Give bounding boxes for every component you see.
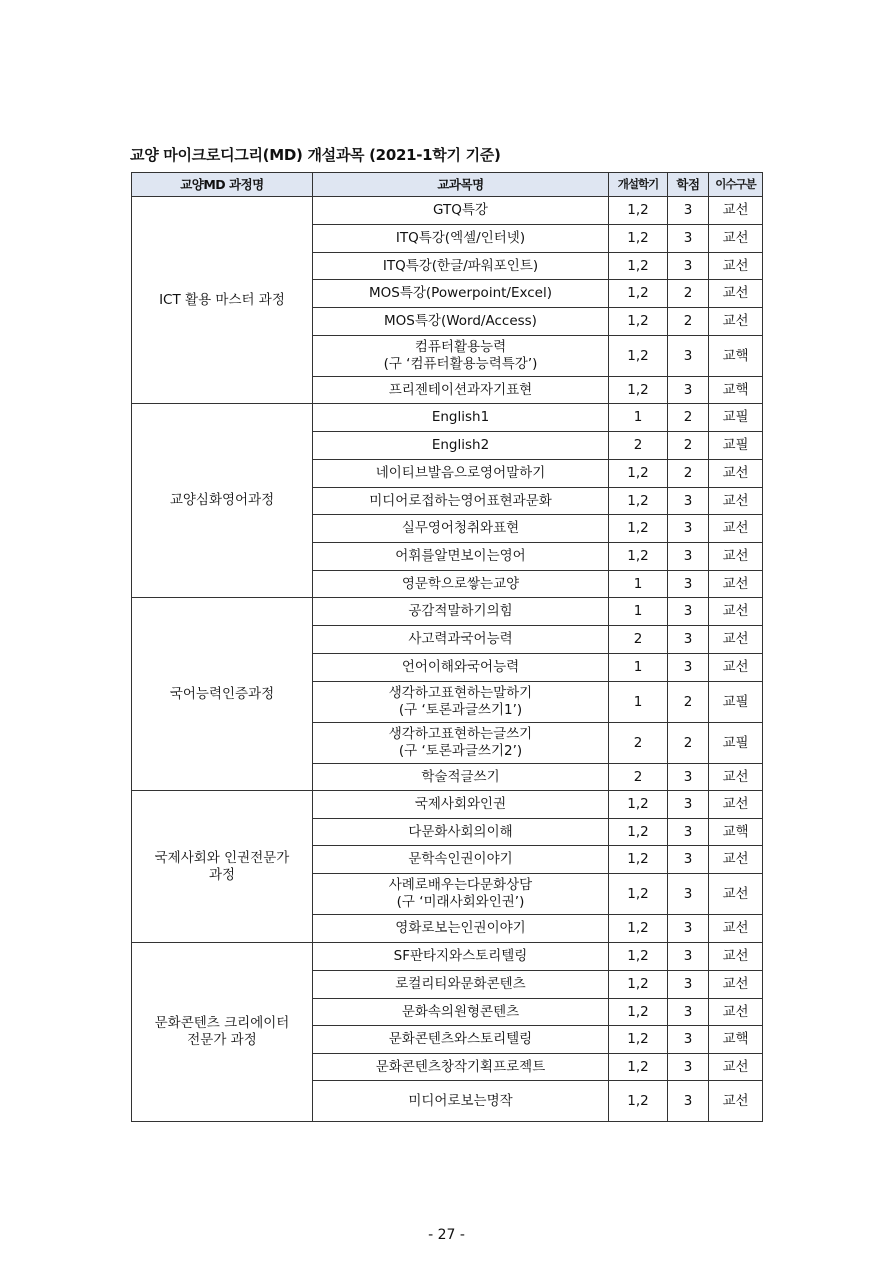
course-name-line: 문화콘텐츠창작기획프로젝트 bbox=[375, 1058, 546, 1075]
credit-cell: 2 bbox=[668, 432, 709, 460]
program-name-line: 과정 bbox=[208, 866, 236, 883]
course-name-line: MOS특강(Powerpoint/Excel) bbox=[368, 285, 552, 301]
semester-cell: 1,2 bbox=[609, 1054, 668, 1081]
program-name-line: 국어능력인증과정 bbox=[169, 685, 275, 702]
table-row bbox=[132, 943, 763, 971]
type-cell: 교선 bbox=[709, 280, 763, 308]
type-cell: 교선 bbox=[709, 915, 763, 943]
credit-cell: 3 bbox=[668, 543, 709, 571]
type-cell: 교선 bbox=[709, 791, 763, 819]
type-cell: 교핵 bbox=[709, 819, 763, 846]
course-name-line: 프리젠테이션과자기표현 bbox=[388, 381, 533, 398]
type-cell: 교선 bbox=[709, 515, 763, 543]
credit-cell: 3 bbox=[668, 253, 709, 280]
course-name-line: 생각하고표현하는글쓰기 bbox=[388, 726, 533, 742]
course-name-cell bbox=[313, 654, 609, 682]
table-body bbox=[132, 197, 763, 1122]
semester-cell: 1,2 bbox=[609, 915, 668, 943]
course-name-cell bbox=[313, 432, 609, 460]
course-name-line: 영화로보는인권이야기 bbox=[395, 920, 526, 936]
credit-cell: 3 bbox=[668, 764, 709, 791]
type-cell: 교선 bbox=[709, 543, 763, 571]
course-name-cell bbox=[313, 488, 609, 515]
credit-cell: 3 bbox=[668, 846, 709, 874]
course-name-line: MOS특강(Word/Access) bbox=[384, 313, 537, 329]
course-name-cell bbox=[313, 404, 609, 432]
type-cell: 교선 bbox=[709, 999, 763, 1026]
semester-cell: 1,2 bbox=[609, 460, 668, 488]
course-name-line: SF판타지와스토리텔링 bbox=[393, 948, 528, 964]
course-name-line: English2 bbox=[431, 437, 490, 453]
course-name-cell bbox=[313, 515, 609, 543]
credit-cell: 3 bbox=[668, 915, 709, 943]
credit-cell: 2 bbox=[668, 280, 709, 308]
semester-cell: 1,2 bbox=[609, 308, 668, 336]
type-cell: 교핵 bbox=[709, 1026, 763, 1054]
program-name-line: 교양심화영어과정 bbox=[169, 492, 275, 508]
course-name-line: 영문학으로쌓는교양 bbox=[401, 575, 520, 592]
credit-cell: 3 bbox=[668, 791, 709, 819]
semester-cell: 1,2 bbox=[609, 819, 668, 846]
course-name-cell bbox=[313, 764, 609, 791]
table-row bbox=[132, 598, 763, 626]
course-name-cell bbox=[313, 999, 609, 1026]
credit-cell: 2 bbox=[668, 460, 709, 488]
course-name-cell bbox=[313, 846, 609, 874]
semester-cell: 1,2 bbox=[609, 488, 668, 515]
course-table bbox=[131, 172, 763, 1122]
semester-cell: 1,2 bbox=[609, 999, 668, 1026]
type-cell: 교필 bbox=[709, 404, 763, 432]
table-title: 교양 마이크로디그리(MD) 개설과목 (2021-1학기 기준) bbox=[130, 146, 501, 164]
credit-cell: 2 bbox=[668, 723, 709, 764]
course-name-line: ITQ특강(엑셀/인터넷) bbox=[395, 230, 526, 246]
credit-cell: 3 bbox=[668, 598, 709, 626]
semester-cell: 1,2 bbox=[609, 971, 668, 999]
course-name-line: 문화콘텐츠와스토리텔링 bbox=[388, 1031, 533, 1047]
course-name-line: (구 ‘토론과글쓰기2’) bbox=[398, 743, 523, 759]
credit-cell: 3 bbox=[668, 1026, 709, 1054]
course-name-cell bbox=[313, 377, 609, 404]
header-program: 교양MD 과정명 bbox=[132, 173, 313, 197]
program-name-cell bbox=[132, 598, 313, 791]
course-name-line: 국제사회와인권 bbox=[414, 796, 507, 812]
course-name-cell bbox=[313, 197, 609, 225]
course-name-cell bbox=[313, 571, 609, 598]
semester-cell: 2 bbox=[609, 432, 668, 460]
course-name-line: 언어이해와국어능력 bbox=[401, 659, 520, 675]
course-name-line: English1 bbox=[431, 409, 490, 425]
credit-cell: 3 bbox=[668, 336, 709, 377]
course-name-cell bbox=[313, 682, 609, 723]
semester-cell: 1,2 bbox=[609, 377, 668, 404]
course-name-cell bbox=[313, 943, 609, 971]
semester-cell: 1,2 bbox=[609, 543, 668, 571]
course-name-cell bbox=[313, 280, 609, 308]
credit-cell: 2 bbox=[668, 308, 709, 336]
semester-cell: 2 bbox=[609, 764, 668, 791]
type-cell: 교선 bbox=[709, 460, 763, 488]
course-name-cell bbox=[313, 723, 609, 764]
course-name-line: 사례로배우는다문화상담 bbox=[388, 877, 533, 893]
credit-cell: 3 bbox=[668, 626, 709, 654]
credit-cell: 3 bbox=[668, 488, 709, 515]
semester-cell: 1,2 bbox=[609, 515, 668, 543]
course-name-line: 미디어로접하는영어표현과문화 bbox=[369, 492, 552, 509]
course-name-line: 네이티브발음으로영어말하기 bbox=[375, 465, 546, 481]
type-cell: 교핵 bbox=[709, 336, 763, 377]
type-cell: 교필 bbox=[709, 723, 763, 764]
semester-cell: 1,2 bbox=[609, 791, 668, 819]
table-row bbox=[132, 791, 763, 819]
header-semester: 개설학기 bbox=[609, 173, 668, 197]
type-cell: 교선 bbox=[709, 225, 763, 253]
program-name-cell bbox=[132, 943, 313, 1122]
course-name-line: 다문화사회의이해 bbox=[408, 823, 513, 840]
course-name-line: 컴퓨터활용능력 bbox=[414, 339, 507, 355]
credit-cell: 3 bbox=[668, 819, 709, 846]
course-name-cell bbox=[313, 1026, 609, 1054]
semester-cell: 2 bbox=[609, 723, 668, 764]
type-cell: 교선 bbox=[709, 764, 763, 791]
course-name-cell bbox=[313, 336, 609, 377]
semester-cell: 1,2 bbox=[609, 1081, 668, 1122]
course-name-line: (구 ‘컴퓨터활용능력특강’) bbox=[383, 356, 538, 372]
course-name-cell bbox=[313, 308, 609, 336]
header-credit: 학점 bbox=[668, 173, 709, 197]
course-name-line: ITQ특강(한글/파워포인트) bbox=[382, 257, 539, 274]
credit-cell: 3 bbox=[668, 1054, 709, 1081]
course-name-cell bbox=[313, 971, 609, 999]
program-name-line: 전문가 과정 bbox=[187, 1032, 257, 1048]
semester-cell: 1 bbox=[609, 598, 668, 626]
credit-cell: 3 bbox=[668, 225, 709, 253]
semester-cell: 1,2 bbox=[609, 225, 668, 253]
course-name-line: 로컬리티와문화콘텐츠 bbox=[395, 976, 526, 992]
semester-cell: 1,2 bbox=[609, 874, 668, 915]
semester-cell: 1 bbox=[609, 404, 668, 432]
program-name-line: 국제사회와 인권전문가 bbox=[154, 849, 290, 866]
course-name-line: 공감적말하기의힘 bbox=[408, 603, 513, 619]
type-cell: 교핵 bbox=[709, 377, 763, 404]
type-cell: 교선 bbox=[709, 253, 763, 280]
course-name-cell bbox=[313, 791, 609, 819]
table-row bbox=[132, 404, 763, 432]
type-cell: 교선 bbox=[709, 654, 763, 682]
semester-cell: 1 bbox=[609, 682, 668, 723]
course-name-line: 생각하고표현하는말하기 bbox=[388, 685, 533, 701]
course-name-line: 실무영어청취와표현 bbox=[401, 520, 520, 536]
semester-cell: 1 bbox=[609, 654, 668, 682]
course-name-cell bbox=[313, 1081, 609, 1122]
course-name-line: (구 ‘미래사회와인권’) bbox=[396, 894, 525, 910]
credit-cell: 3 bbox=[668, 515, 709, 543]
course-name-cell bbox=[313, 819, 609, 846]
credit-cell: 3 bbox=[668, 197, 709, 225]
credit-cell: 3 bbox=[668, 571, 709, 598]
course-name-cell bbox=[313, 225, 609, 253]
course-name-cell bbox=[313, 460, 609, 488]
credit-cell: 3 bbox=[668, 971, 709, 999]
semester-cell: 1,2 bbox=[609, 846, 668, 874]
semester-cell: 1,2 bbox=[609, 336, 668, 377]
type-cell: 교선 bbox=[709, 846, 763, 874]
course-name-cell bbox=[313, 1054, 609, 1081]
header-type: 이수구분 bbox=[709, 173, 763, 197]
table-row bbox=[132, 197, 763, 225]
course-name-line: 미디어로보는명작 bbox=[408, 1092, 513, 1109]
type-cell: 교선 bbox=[709, 598, 763, 626]
course-name-cell bbox=[313, 874, 609, 915]
credit-cell: 3 bbox=[668, 999, 709, 1026]
credit-cell: 3 bbox=[668, 1081, 709, 1122]
credit-cell: 3 bbox=[668, 874, 709, 915]
page-number: - 27 - bbox=[428, 1227, 465, 1243]
credit-cell: 3 bbox=[668, 377, 709, 404]
course-name-line: 문학속인권이야기 bbox=[408, 851, 513, 867]
program-name-cell bbox=[132, 791, 313, 943]
type-cell: 교선 bbox=[709, 943, 763, 971]
type-cell: 교선 bbox=[709, 1081, 763, 1122]
type-cell: 교선 bbox=[709, 571, 763, 598]
semester-cell: 1,2 bbox=[609, 1026, 668, 1054]
semester-cell: 1,2 bbox=[609, 253, 668, 280]
credit-cell: 3 bbox=[668, 654, 709, 682]
semester-cell: 1,2 bbox=[609, 943, 668, 971]
course-name-cell bbox=[313, 543, 609, 571]
semester-cell: 1,2 bbox=[609, 280, 668, 308]
credit-cell: 2 bbox=[668, 404, 709, 432]
course-name-line: 학술적글쓰기 bbox=[421, 768, 500, 785]
semester-cell: 1 bbox=[609, 571, 668, 598]
type-cell: 교필 bbox=[709, 682, 763, 723]
type-cell: 교선 bbox=[709, 197, 763, 225]
course-name-cell bbox=[313, 915, 609, 943]
type-cell: 교선 bbox=[709, 1054, 763, 1081]
type-cell: 교선 bbox=[709, 971, 763, 999]
program-name-line: 문화콘텐츠 크리에이터 bbox=[154, 1015, 290, 1031]
program-name-cell bbox=[132, 197, 313, 404]
credit-cell: 3 bbox=[668, 943, 709, 971]
type-cell: 교선 bbox=[709, 308, 763, 336]
course-name-line: 어휘를알면보이는영어 bbox=[395, 548, 526, 564]
course-name-cell bbox=[313, 626, 609, 654]
program-name-line: ICT 활용 마스터 과정 bbox=[159, 291, 285, 308]
type-cell: 교필 bbox=[709, 432, 763, 460]
course-name-line: (구 ‘토론과글쓰기1’) bbox=[398, 702, 523, 718]
course-name-line: GTQ특강 bbox=[433, 202, 488, 218]
course-name-cell bbox=[313, 253, 609, 280]
course-name-line: 문화속의원형콘텐츠 bbox=[401, 1003, 520, 1020]
type-cell: 교선 bbox=[709, 626, 763, 654]
type-cell: 교선 bbox=[709, 488, 763, 515]
program-name-cell bbox=[132, 404, 313, 598]
header-row bbox=[132, 173, 763, 197]
semester-cell: 1,2 bbox=[609, 197, 668, 225]
semester-cell: 2 bbox=[609, 626, 668, 654]
header-course: 교과목명 bbox=[313, 173, 609, 197]
course-name-line: 사고력과국어능력 bbox=[408, 631, 513, 647]
credit-cell: 2 bbox=[668, 682, 709, 723]
course-name-cell bbox=[313, 598, 609, 626]
type-cell: 교선 bbox=[709, 874, 763, 915]
